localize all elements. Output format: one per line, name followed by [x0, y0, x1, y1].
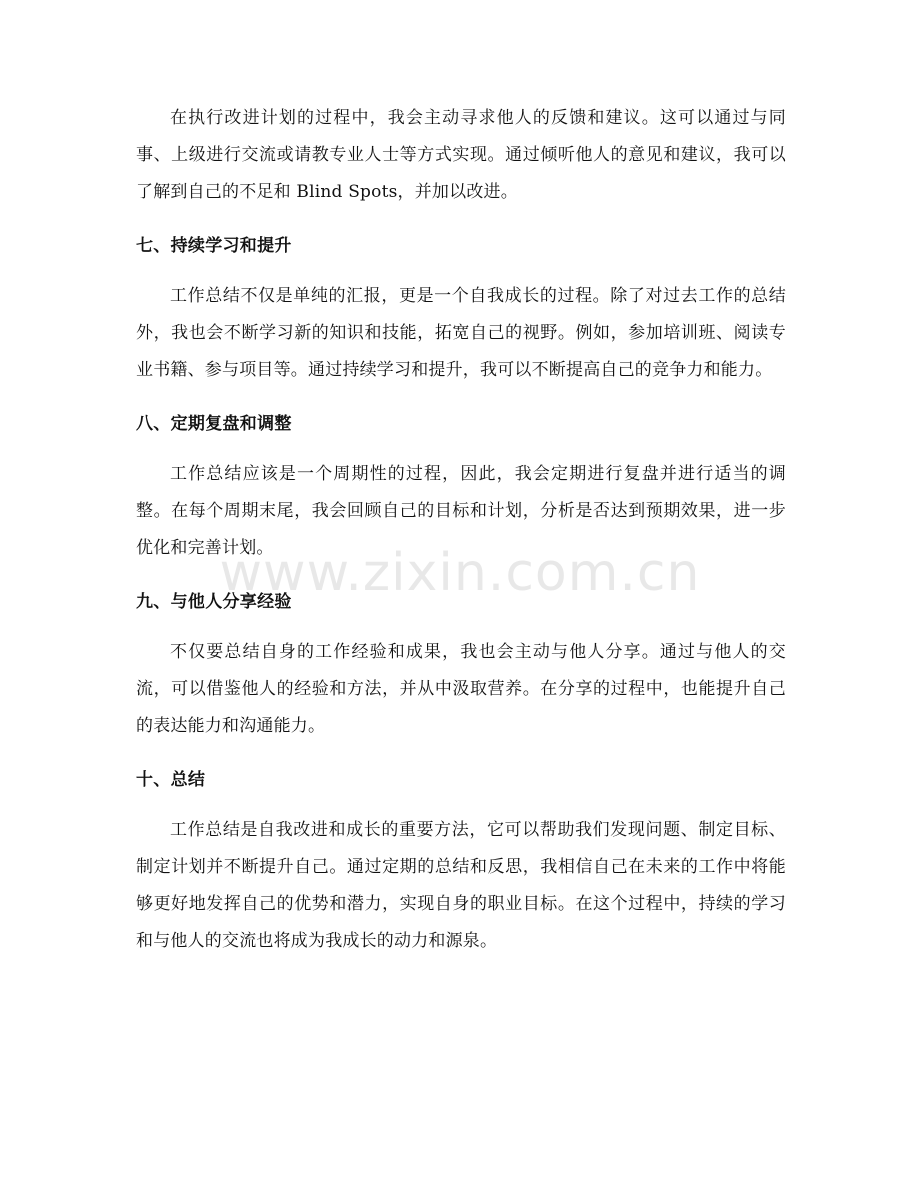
- section-heading-7: 七、持续学习和提升: [136, 236, 292, 256]
- section-heading-9: 九、与他人分享经验: [136, 592, 292, 612]
- section-body-9: 不仅要总结自身的工作经验和成果，我也会主动与他人分享。通过与他人的交流，可以借鉴他人的经验和方法，并从中汲取营养。在分享的过程中，也能提升自己的表达能力和沟通能力。: [136, 642, 786, 736]
- document-page: [136, 100, 786, 960]
- section-heading-10: 十、总结: [136, 770, 206, 790]
- section-body-7: 工作总结不仅是单纯的汇报，更是一个自我成长的过程。除了对过去工作的总结外，我也会不断学习新的知识和技能，拓宽自己的视野。例如，参加培训班、阅读专业书籍、参与项目等。通过持续学习和提升，我可以不断提高自己的竞争力和能力。: [136, 286, 786, 380]
- section-body-10: 工作总结是自我改进和成长的重要方法，它可以帮助我们发现问题、制定目标、制定计划并不断提升自己。通过定期的总结和反思，我相信自己在未来的工作中将能够更好地发挥自己的优势和潜力，实现自身的职业目标。在这个过程中，持续的学习和与他人的交流也将成为我成长的动力和源泉。: [136, 820, 786, 951]
- intro-paragraph: 在执行改进计划的过程中，我会主动寻求他人的反馈和建议。这可以通过与同事、上级进行交流或请教专业人士等方式实现。通过倾听他人的意见和建议，我可以了解到自己的不足和 Blind Spots，并加以改进。: [136, 108, 786, 202]
- section-body-8: 工作总结应该是一个周期性的过程，因此，我会定期进行复盘并进行适当的调整。在每个周期末尾，我会回顾自己的目标和计划，分析是否达到预期效果，进一步优化和完善计划。: [136, 464, 786, 558]
- section-heading-8: 八、定期复盘和调整: [136, 414, 292, 434]
- watermark: www.zixin.com.cn: [219, 543, 701, 603]
